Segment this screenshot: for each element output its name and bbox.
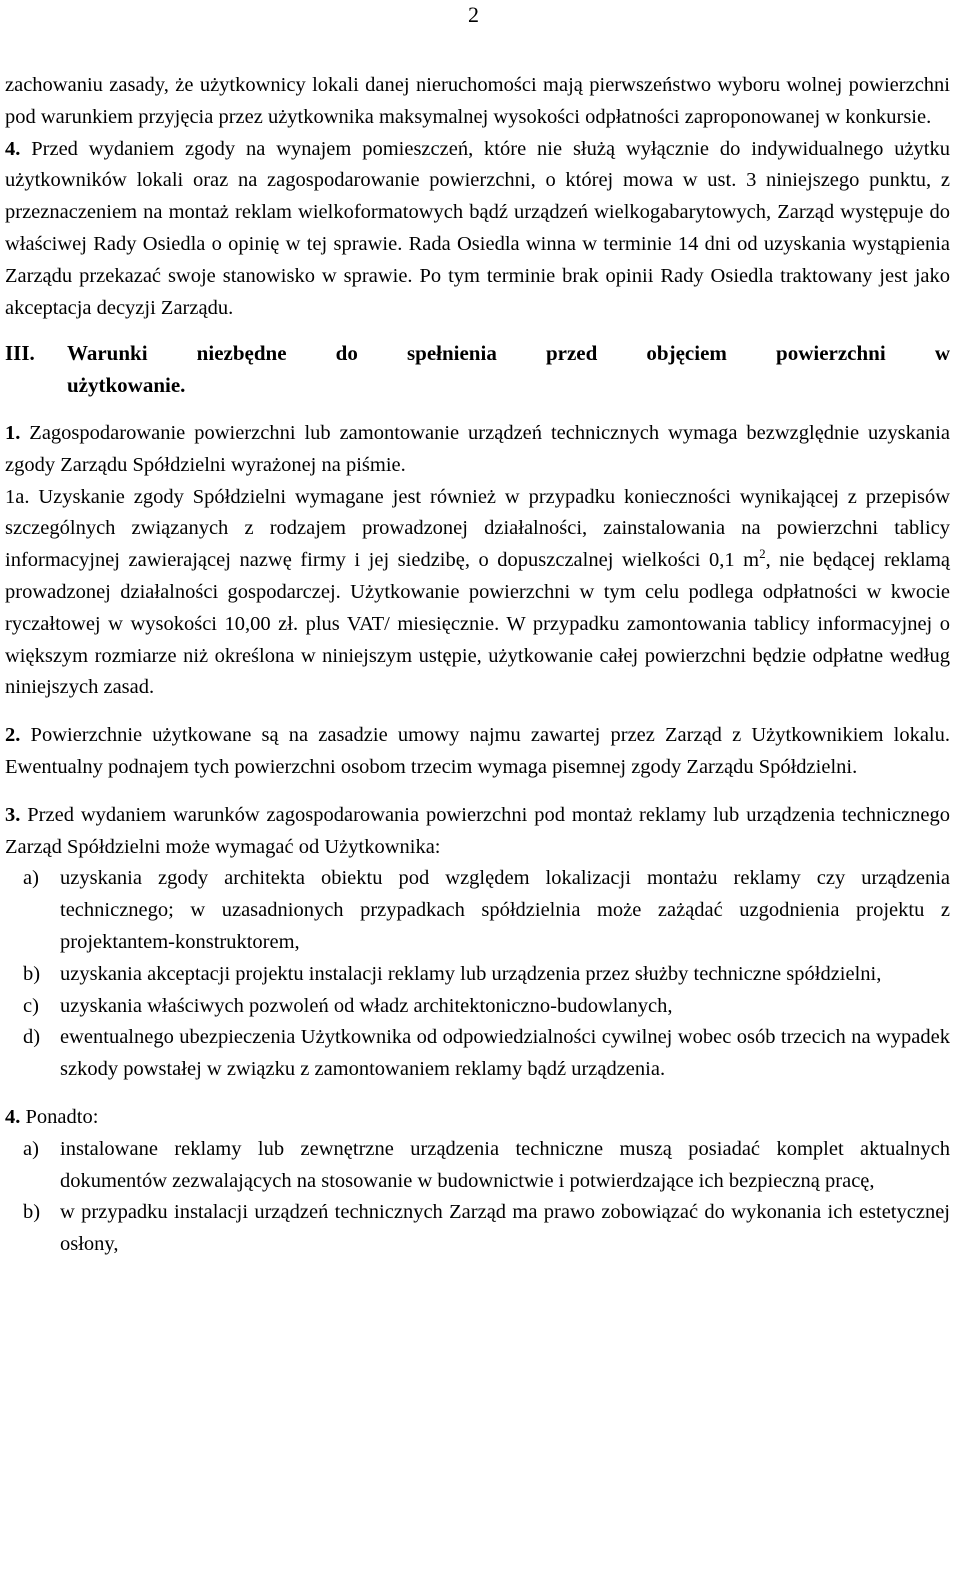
point-3-list [5,863,950,1086]
list-marker: d) [23,1026,41,1049]
point-number: 2. [5,724,21,747]
point-text-part-1: Uzyskanie zgody Spółdzielni wymagane jest również w przypadku konieczności wynikającej z przepisów szczególnych związanych z rodzajem prowadzonej działalności, zainstalowania na powierzchni tablicy informacyjnej zawierającej nazwę firmy i jej siedzibę, o dopuszczalnej wielkości 0,1 m [5,485,950,572]
list-item-text: ewentualnego ubezpieczenia Użytkownika od odpowiedzialności cywilnej wobec osób trzecich na wypadek szkody powstałej w związku z zamontowaniem reklamy bądź urządzenia. [60,1026,950,1081]
list-item-text: uzyskania właściwych pozwoleń od władz architektoniczno-budowlanych, [60,994,673,1017]
section-heading [5,338,950,370]
point-text: Powierzchnie użytkowane są na zasadzie umowy najmu zawartej przez Zarząd z Użytkownikiem lokalu. Ewentualny podnajem tych powierzchni osobom trzecim wymaga pisemnej zgody Zarządu Spółdzielni. [5,724,950,778]
page-number: 2 [468,2,479,27]
point-4-list [5,1134,950,1261]
list-item [5,991,950,1023]
point-number: 1. [5,421,21,444]
point-number: 4. [5,1105,21,1128]
superscript: 2 [759,546,766,562]
list-marker: a) [23,867,39,890]
list-item [5,863,950,958]
list-marker: b) [23,1201,41,1224]
intro-paragraph: zachowaniu zasady, że użytkownicy lokali danej nieruchomości mają pierwszeństwo wyboru wolnej powierzchni pod warunkiem przyjęcia przez użytkownika maksymalnej wysokości odpłatności zaproponowanej w konkursie. [5,74,950,128]
point-text: Zagospodarowanie powierzchni lub zamontowanie urządzeń technicznych wymaga bezwzględnie uzyskania zgody Zarządu Spółdzielni wyrażonej na piśmie. [5,421,950,476]
section-title-line-2: użytkowanie. [67,373,186,398]
list-item [5,1134,950,1198]
paragraph-point-1 [5,418,950,482]
document-body [5,70,950,1261]
point-text: Przed wydaniem zgody na wynajem pomieszczeń, które nie służą wyłącznie do indywidualnego użytku użytkowników lokali oraz na zagospodarowanie powierzchni, o której mowa w ust. 3 niniejszego punktu, z przeznaczeniem na montaż reklam wielkoformatowych bądź urządzeń wielkogabarytowych, Zarząd występuje do właściwej Rady Osiedla o opinię w tej sprawie. Rada Osiedla winna w terminie 14 dni od uzyskania wystąpienia Zarządu przekazać swoje stanowisko w sprawie. Po tym terminie brak opinii Rady Osiedla traktowany jest jako akceptacja decyzji Zarządu. [5,137,950,319]
list-item-text: uzyskania zgody architekta obiektu pod względem lokalizacji montażu reklamy czy urządzenia technicznego; w uzasadnionych przypadkach spółdzielnia może zażądać uzgodnienia projektu z projektantem-konstruktorem, [60,867,950,953]
point-text-part-2: , nie będącej reklamą prowadzonej działalności gospodarczej. Użytkowanie powierzchni w tym celu podlega odpłatności w kwocie ryczałtowej w wysokości 10,00 zł. plus VAT/ miesięcznie. W przypadku zamontowania tablicy informacyjnej o większym rozmiarze niż określona w niniejszym ustępie, użytkowanie całej powierzchni będzie odpłatne według niniejszych zasad. [5,549,950,699]
list-item-text: w przypadku instalacji urządzeń technicznych Zarząd ma prawo zobowiązać do wykonania ich estetycznej osłony, [60,1201,950,1256]
point-number: 4. [5,137,21,160]
paragraph-point-3 [5,800,950,864]
list-item [5,1022,950,1086]
list-item [5,959,950,991]
point-text: Przed wydaniem warunków zagospodarowania powierzchni pod montaż reklamy lub urządzenia technicznego Zarząd Spółdzielni może wymagać od Użytkownika: [5,803,950,858]
list-item-text: uzyskania akceptacji projektu instalacji reklamy lub urządzenia przez służby techniczne spółdzielni, [60,962,882,985]
list-marker: a) [23,1137,39,1160]
point-number: 1a. [5,485,30,508]
point-number: 3. [5,803,21,826]
paragraph-point-4 [5,1102,950,1134]
paragraph-point-2 [5,720,950,784]
list-marker: b) [23,962,41,985]
section-number: III. [5,341,35,366]
paragraph-point-1a [5,482,950,705]
list-item [5,1197,950,1261]
paragraph-point-4-prev [5,134,950,325]
section-title-line-1: Warunki niezbędne do spełnienia przed objęciem powierzchni w [67,341,950,366]
point-text: Ponadto: [20,1105,99,1128]
list-marker: c) [23,994,39,1017]
list-item-text: instalowane reklamy lub zewnętrzne urządzenia techniczne muszą posiadać komplet aktualnych dokumentów zezwalających na stosowanie w budownictwie i potwierdzające ich bezpieczną pracę, [60,1137,950,1192]
